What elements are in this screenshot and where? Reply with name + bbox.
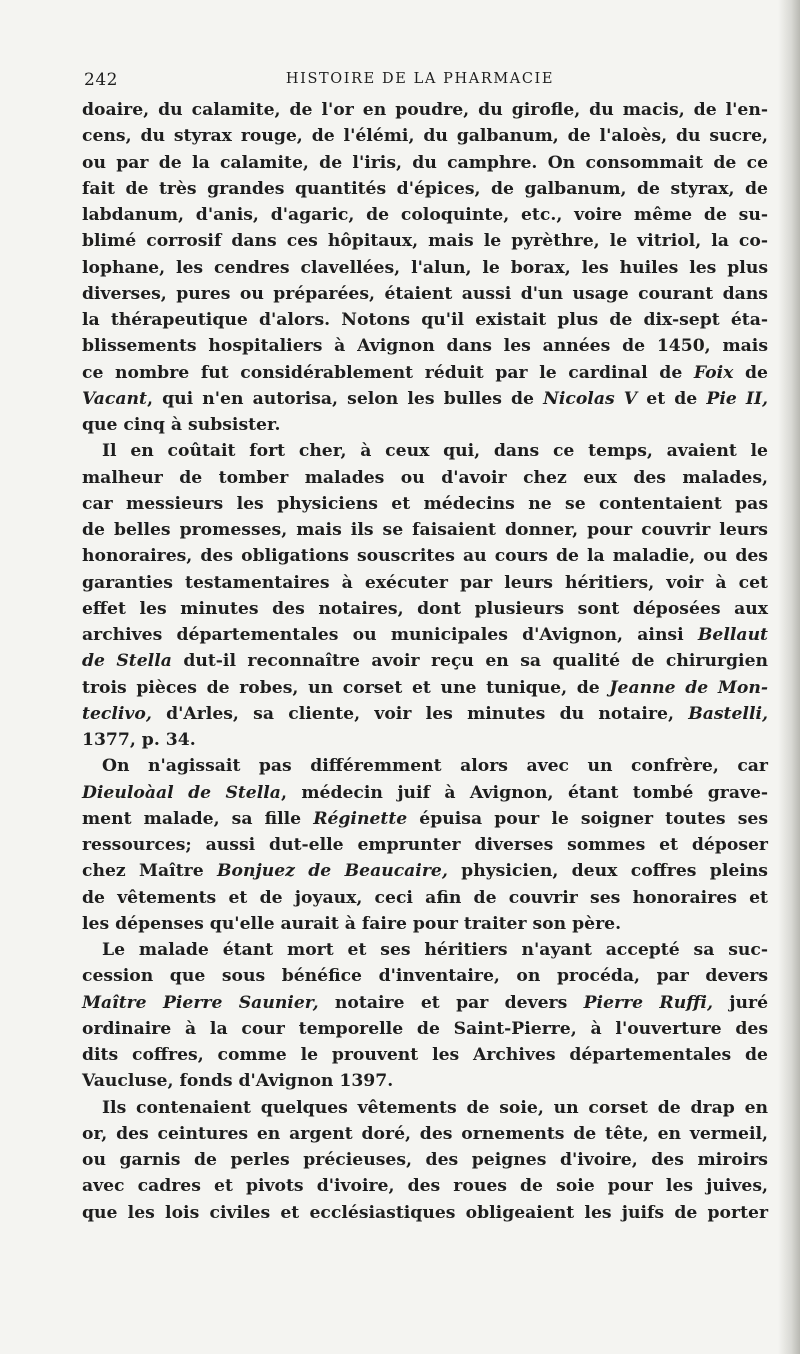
text-line: de belles promesses, mais ils se faisaient donner, pour couvrir leurs (82, 520, 768, 540)
text-line: lophane, les cendres clavellées, l'alun, le borax, les huiles les plus (82, 257, 768, 278)
text-line: Le malade étant mort et ses héritiers n'ayant accepté sa suc- (102, 940, 768, 960)
text-line: Il en coûtait fort cher, à ceux qui, dans ce temps, avaient le (102, 441, 768, 462)
text-line: Vacant, qui n'en autorisa, selon les bulles de Nicolas V et de Pie II, (82, 388, 768, 409)
text-line: blimé corrosif dans ces hôpitaux, mais le pyrèthre, le vitriol, la co- (82, 231, 768, 252)
text-line: ou par de la calamite, de l'iris, du camphre. On consommait de ce (82, 152, 768, 173)
text-line: cession que sous bénéfice d'inventaire, on procéda, par devers (82, 966, 768, 987)
text-line: Vaucluse, fonds d'Avignon 1397. (82, 1071, 394, 1092)
text-line: trois pièces de robes, un corset et une tunique, de Jeanne de Mon- (82, 677, 768, 698)
text-line: archives départementales ou municipales d'Avignon, ainsi Bellaut (82, 625, 768, 645)
text-line: chez Maître Bonjuez de Beaucaire, physicien, deux coffres pleins (82, 861, 768, 882)
text-line: garanties testamentaires à exécuter par leurs héritiers, voir à cet (82, 572, 768, 593)
text-line: effet les minutes des notaires, dont plusieurs sont déposées aux (82, 598, 768, 619)
text-line: Dieuloàal de Stella, médecin juif à Avignon, étant tombé grave- (82, 782, 769, 803)
text-line: ment malade, sa fille Réginette épuisa pour le soigner toutes ses (82, 808, 768, 829)
text-line: la thérapeutique d'alors. Notons qu'il existait plus de dix-sept éta- (82, 310, 768, 330)
text-line: teclivo, d'Arles, sa cliente, voir les minutes du notaire, Bastelli, (82, 703, 768, 724)
running-title: HISTOIRE DE LA PHARMACIE (285, 71, 555, 87)
text-line: de Stella dut-il reconnaître avoir reçu en sa qualité de chirurgien (82, 651, 768, 672)
body-text (82, 97, 768, 1226)
text-line: de vêtements et de joyaux, ceci afin de couvrir ses honoraires et (82, 887, 768, 908)
text-line: honoraires, des obligations souscrites au cours de la maladie, ou des (82, 546, 768, 567)
text-line: blissements hospitaliers à Avignon dans les années de 1450, mais (82, 336, 768, 357)
text-line: or, des ceintures en argent doré, des ornements de tête, en vermeil, (82, 1123, 768, 1144)
text-line: avec cadres et pivots d'ivoire, des roues de soie pour les juives, (82, 1176, 768, 1197)
text-line: que les lois civiles et ecclésiastiques obligeaient les juifs de porter (82, 1202, 768, 1223)
text-line: ce nombre fut considérablement réduit par le cardinal de Foix de (82, 362, 768, 383)
text-line: dits coffres, comme le prouvent les Archives départementales de (82, 1045, 768, 1065)
text-line: les dépenses qu'elle aurait à faire pour traiter son père. (82, 913, 622, 934)
text-line: fait de très grandes quantités d'épices, de galbanum, de styrax, de (82, 178, 768, 199)
text-line: ordinaire à la cour temporelle de Saint-Pierre, à l'ouverture des (82, 1018, 768, 1039)
text-line: que cinq à subsister. (82, 415, 281, 435)
text-line: doaire, du calamite, de l'or en poudre, du girofle, du macis, de l'en- (82, 100, 768, 120)
page-number: 242 (84, 70, 118, 90)
text-line: cens, du styrax rouge, de l'élémi, du galbanum, de l'aloès, du sucre, (82, 126, 768, 147)
text-line: 1377, p. 34. (82, 730, 196, 750)
text-line: labdanum, d'anis, d'agaric, de coloquinte, etc., voire même de su- (82, 205, 768, 225)
text-line: ressources; aussi dut-elle emprunter diverses sommes et déposer (82, 835, 768, 855)
text-line: On n'agissait pas différemment alors avec un confrère, car (102, 756, 768, 777)
text-line: diverses, pures ou préparées, étaient aussi d'un usage courant dans (82, 283, 768, 304)
text-line: malheur de tomber malades ou d'avoir chez eux des malades, (82, 467, 768, 488)
page-header (80, 70, 760, 90)
page-edge-shadow (778, 0, 800, 1354)
text-line: car messieurs les physiciens et médecins ne se contentaient pas (82, 493, 768, 514)
text-line: ou garnis de perles précieuses, des peignes d'ivoire, des miroirs (82, 1150, 768, 1170)
text-line: Ils contenaient quelques vêtements de soie, un corset de drap en (102, 1097, 768, 1118)
text-line: Maître Pierre Saunier, notaire et par devers Pierre Ruffi, juré (82, 992, 768, 1013)
